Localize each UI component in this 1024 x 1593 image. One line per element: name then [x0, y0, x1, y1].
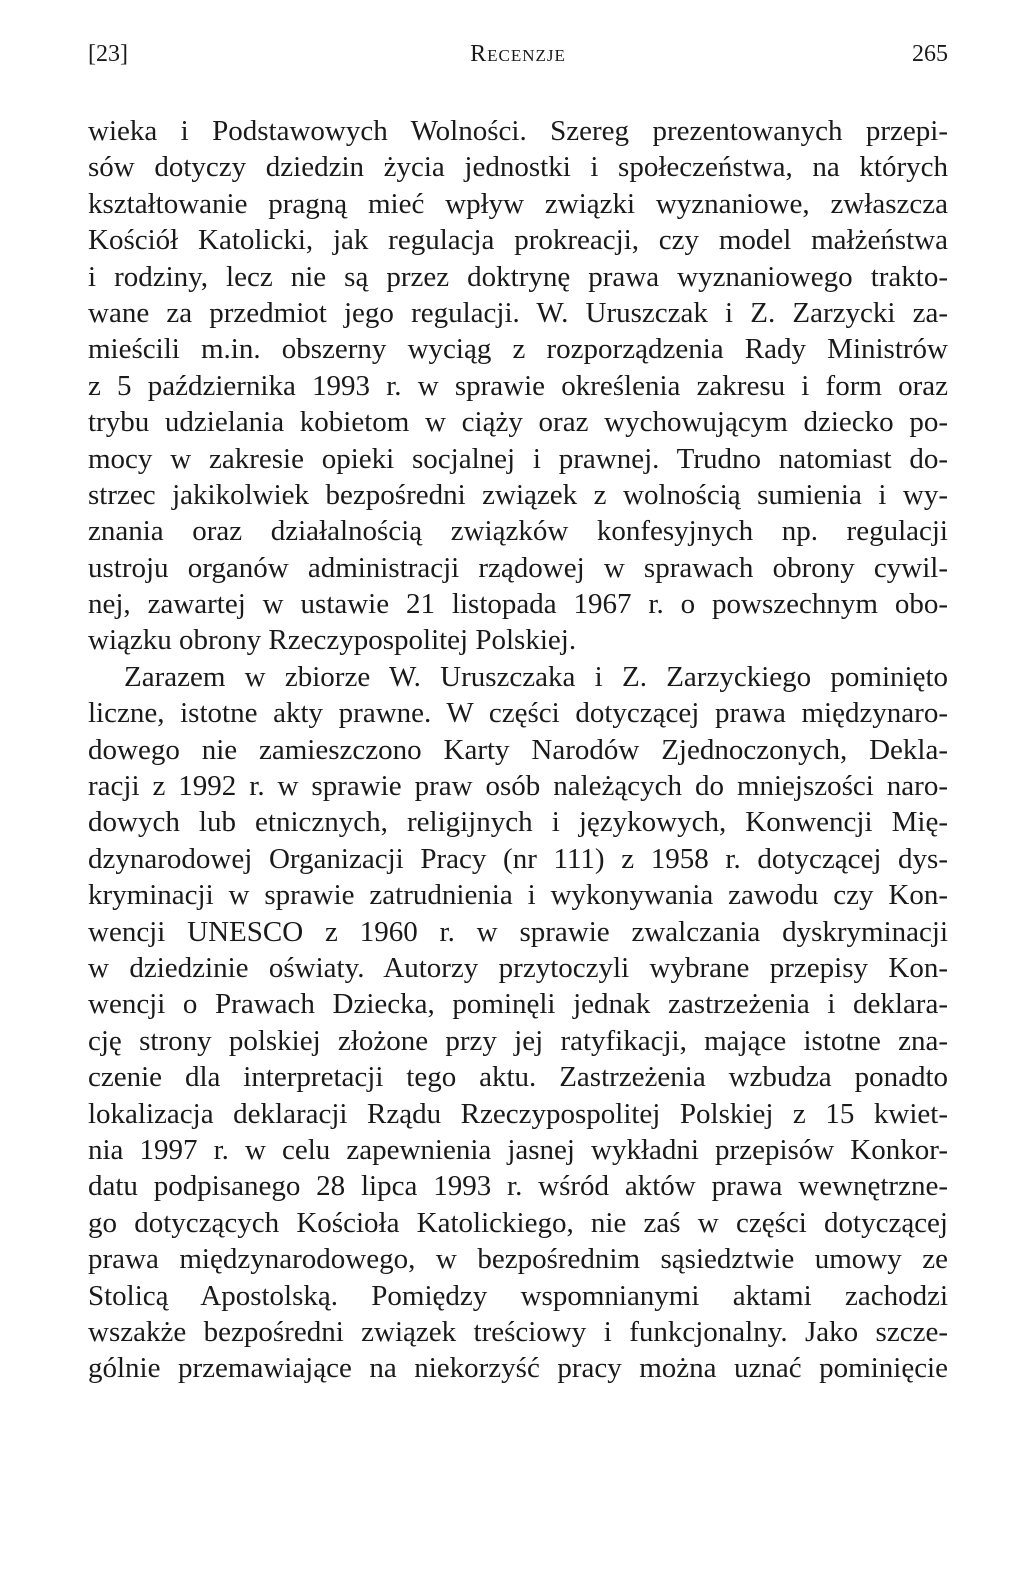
text-line: Zarazem w zbiorze W. Uruszczaka i Z. Zarzyckiego pominięto — [124, 660, 948, 693]
text-line: dzynarodowej Organizacji Pracy (nr 111) z 1958 r. dotyczącej dys- — [88, 842, 948, 875]
text-line: dowego nie zamieszczono Karty Narodów Zjednoczonych, Dekla- — [88, 733, 948, 766]
text-line: gólnie przemawiające na niekorzyść pracy można uznać pominięcie — [88, 1352, 948, 1385]
text-line: racji z 1992 r. w sprawie praw osób należących do mniejszości naro- — [88, 770, 948, 803]
text-line: prawa międzynarodowego, w bezpośrednim sąsiedztwie umowy ze — [88, 1243, 948, 1276]
text-line: dowych lub etnicznych, religijnych i językowych, Konwencji Mię- — [88, 806, 948, 839]
text-line: sów dotyczy dziedzin życia jednostki i społeczeństwa, na których — [88, 151, 948, 184]
text-line: wencji o Prawach Dziecka, pominęli jednak zastrzeżenia i deklara- — [88, 988, 948, 1021]
page-number: 265 — [912, 41, 948, 67]
text-line: wane za przedmiot jego regulacji. W. Uruszczak i Z. Zarzycki za- — [88, 296, 948, 329]
text-line: trybu udzielania kobietom w ciąży oraz wychowującym dziecko po- — [88, 406, 948, 439]
text-line: i rodziny, lecz nie są przez doktrynę prawa wyznaniowego trakto- — [88, 260, 948, 293]
text-line: w dziedzinie oświaty. Autorzy przytoczyli wybrane przepisy Kon- — [88, 951, 948, 984]
text-line: liczne, istotne akty prawne. W części dotyczącej prawa międzynaro- — [88, 697, 948, 730]
text-line: wiązku obrony Rzeczypospolitej Polskiej. — [88, 624, 577, 657]
page-reference: [23] — [88, 41, 128, 67]
body-text — [88, 113, 948, 1387]
text-line: wieka i Podstawowych Wolności. Szereg prezentowanych przepi- — [88, 115, 948, 147]
paragraph — [88, 113, 948, 659]
paragraph — [88, 659, 948, 1387]
text-line: ustroju organów administracji rządowej w sprawach obrony cywil- — [88, 551, 948, 584]
text-line: z 5 października 1993 r. w sprawie określenia zakresu i form oraz — [88, 369, 948, 402]
text-line: nej, zawartej w ustawie 21 listopada 1967 r. o powszechnym obo- — [88, 588, 948, 621]
text-line: Stolicą Apostolską. Pomiędzy wspomnianymi aktami zachodzi — [88, 1279, 948, 1312]
text-line: mocy w zakresie opieki socjalnej i prawnej. Trudno natomiast do- — [88, 442, 948, 475]
running-title: Recenzje — [470, 41, 566, 67]
text-line: czenie dla interpretacji tego aktu. Zastrzeżenia wzbudza ponadto — [88, 1061, 948, 1094]
text-line: Kościół Katolicki, jak regulacja prokreacji, czy model małżeństwa — [88, 224, 948, 257]
text-line: kryminacji w sprawie zatrudnienia i wykonywania zawodu czy Kon- — [88, 879, 948, 912]
running-header — [88, 36, 948, 72]
text-line: wszakże bezpośredni związek treściowy i funkcjonalny. Jako szcze- — [88, 1315, 948, 1348]
text-line: go dotyczących Kościoła Katolickiego, nie zaś w części dotyczącej — [88, 1206, 948, 1239]
text-line: datu podpisanego 28 lipca 1993 r. wśród aktów prawa wewnętrzne- — [88, 1170, 948, 1203]
text-line: znania oraz działalnością związków konfesyjnych np. regulacji — [88, 515, 948, 548]
text-line: strzec jakikolwiek bezpośredni związek z wolnością sumienia i wy- — [88, 478, 948, 511]
text-line: nia 1997 r. w celu zapewnienia jasnej wykładni przepisów Konkor- — [88, 1133, 948, 1166]
text-line: lokalizacja deklaracji Rządu Rzeczypospolitej Polskiej z 15 kwiet- — [88, 1097, 948, 1130]
text-line: cję strony polskiej złożone przy jej ratyfikacji, mające istotne zna- — [88, 1024, 948, 1057]
text-line: mieścili m.in. obszerny wyciąg z rozporządzenia Rady Ministrów — [88, 333, 948, 366]
text-line: wencji UNESCO z 1960 r. w sprawie zwalczania dyskryminacji — [88, 915, 948, 948]
text-line: kształtowanie pragną mieć wpływ związki wyznaniowe, zwłaszcza — [88, 187, 948, 220]
